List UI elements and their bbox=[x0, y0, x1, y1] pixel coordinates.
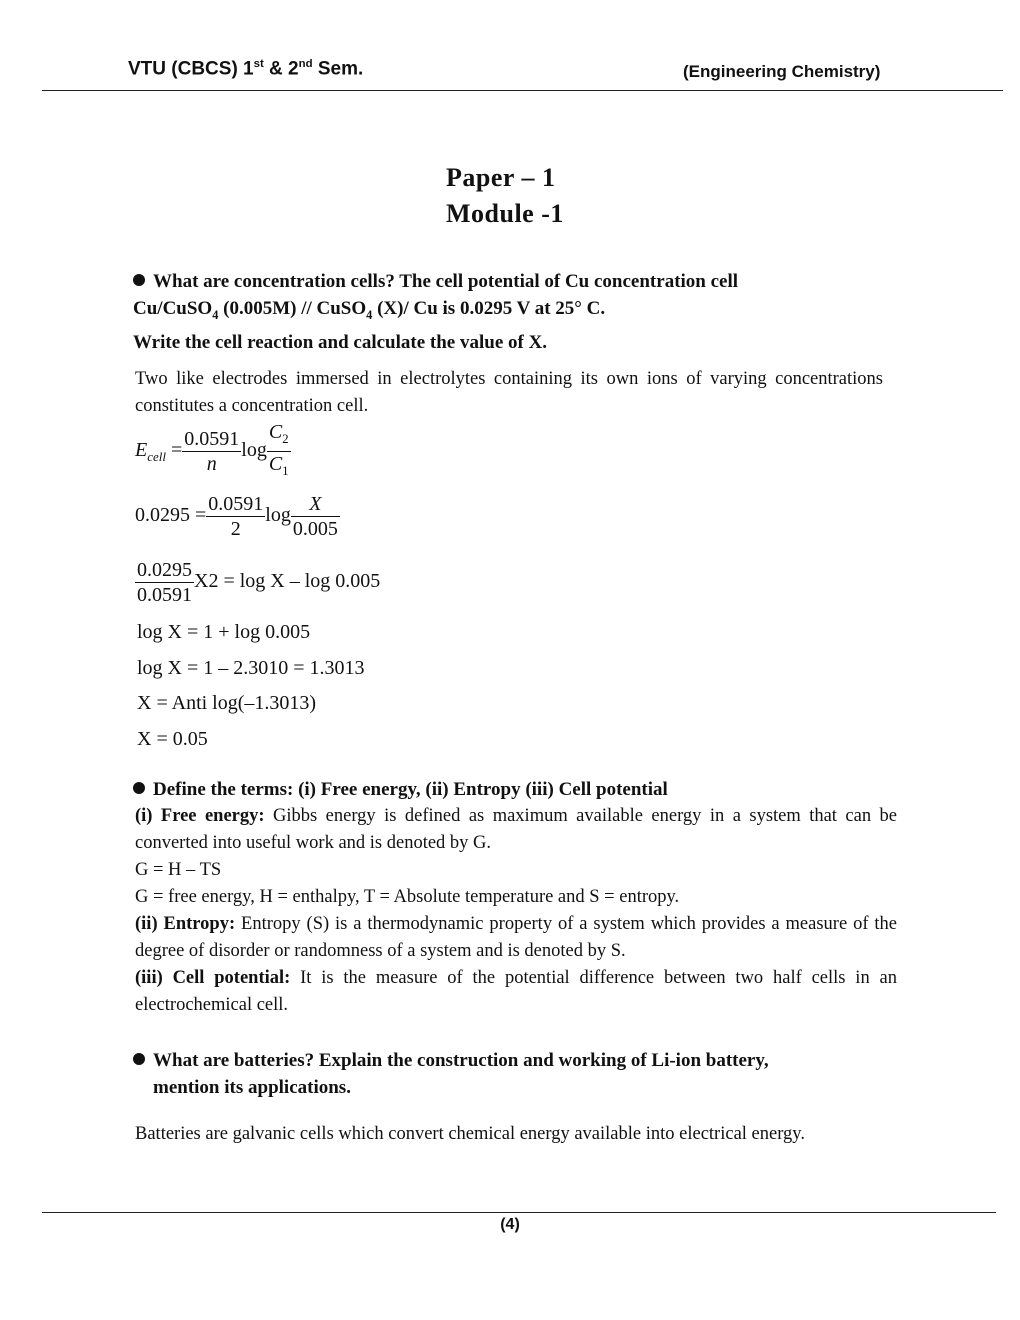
page-number: (4) bbox=[500, 1216, 520, 1233]
equation-step-4: log X = 1 + log 0.005 bbox=[137, 621, 311, 643]
footer-divider bbox=[42, 1212, 996, 1213]
module-title: Module -1 bbox=[446, 199, 564, 228]
equation-step-5: log X = 1 – 2.3010 = 1.3013 bbox=[137, 657, 365, 679]
fraction: $\frac{C_2}{C_1}$ bbox=[268, 421, 289, 478]
fraction: $\frac{0.0591}{2}$ bbox=[208, 493, 264, 540]
question-1-line3: Write the cell reaction and calculate the value of X. bbox=[133, 331, 548, 353]
definition-free-energy: (i) Free energy: Gibbs energy is defined as maximum available energy in a system that can be converted into useful work and is denoted by G. bbox=[135, 806, 897, 853]
page-title bbox=[446, 160, 564, 232]
fraction: $\frac{0.0591}{n}$ bbox=[184, 428, 240, 475]
free-energy-terms: G = free energy, H = enthalpy, T = Absolute temperature and S = entropy. bbox=[135, 887, 680, 907]
question-1-line1: What are concentration cells? The cell potential of Cu concentration cell bbox=[153, 271, 739, 292]
header-divider bbox=[42, 90, 1003, 91]
question-1-line2: Cu/CuSO$_4$ (0.005M) // CuSO$_4$ (X)/ Cu is 0.0295 V at 25° C. bbox=[133, 298, 606, 322]
answer-3-text: Batteries are galvanic cells which convert chemical energy available into electrical energy. bbox=[135, 1124, 805, 1144]
equation-substitution: 0.0295 = $\frac{0.0591}{2}$ log $\frac{X}{0.005}$ bbox=[135, 493, 338, 540]
free-energy-equation: G = H – TS bbox=[135, 860, 222, 880]
answer-1-text: Two like electrodes immersed in electrolytes containing its own ions of varying concentrations constitutes a concentration cell. bbox=[135, 369, 883, 416]
fraction: $\frac{X}{0.005}$ bbox=[292, 493, 338, 540]
question-3: What are batteries? Explain the construction and working of Li-ion battery, mention its applications. bbox=[133, 1047, 769, 1101]
bullet-icon bbox=[133, 782, 145, 794]
equation-result: X = 0.05 bbox=[137, 728, 208, 750]
fraction: $\frac{0.0295}{0.0591}$ bbox=[137, 559, 192, 606]
bullet-icon bbox=[133, 274, 145, 286]
equation-rearranged: $\frac{0.0295}{0.0591}$ X2 = log X – log 0.005 bbox=[137, 559, 381, 606]
answer-2 bbox=[135, 803, 897, 1019]
equation-ecell: $E_{cell}$ = $\frac{0.0591}{n}$ log $\frac{C_2}{C_1}$ bbox=[135, 420, 291, 483]
question-2: Define the terms: (i) Free energy, (ii) Entropy (iii) Cell potential bbox=[133, 776, 668, 803]
header-course-title: VTU (CBCS) 1st & 2nd Sem. bbox=[128, 58, 364, 80]
definition-entropy: (ii) Entropy: Entropy (S) is a thermodynamic property of a system which provides a measure of the degree of disorder or randomness of a system and is denoted by S. bbox=[135, 914, 897, 961]
question-1 bbox=[133, 268, 738, 356]
bullet-icon bbox=[133, 1053, 145, 1065]
question-3-line2: mention its applications. bbox=[153, 1077, 351, 1098]
paper-title: Paper – 1 bbox=[446, 163, 556, 192]
equation-step-6: X = Anti log(–1.3013) bbox=[137, 692, 317, 714]
definition-cell-potential: (iii) Cell potential: It is the measure of the potential difference between two half cells in an electrochemical cell. bbox=[135, 968, 897, 1015]
header-subject: (Engineering Chemistry) bbox=[683, 62, 881, 81]
